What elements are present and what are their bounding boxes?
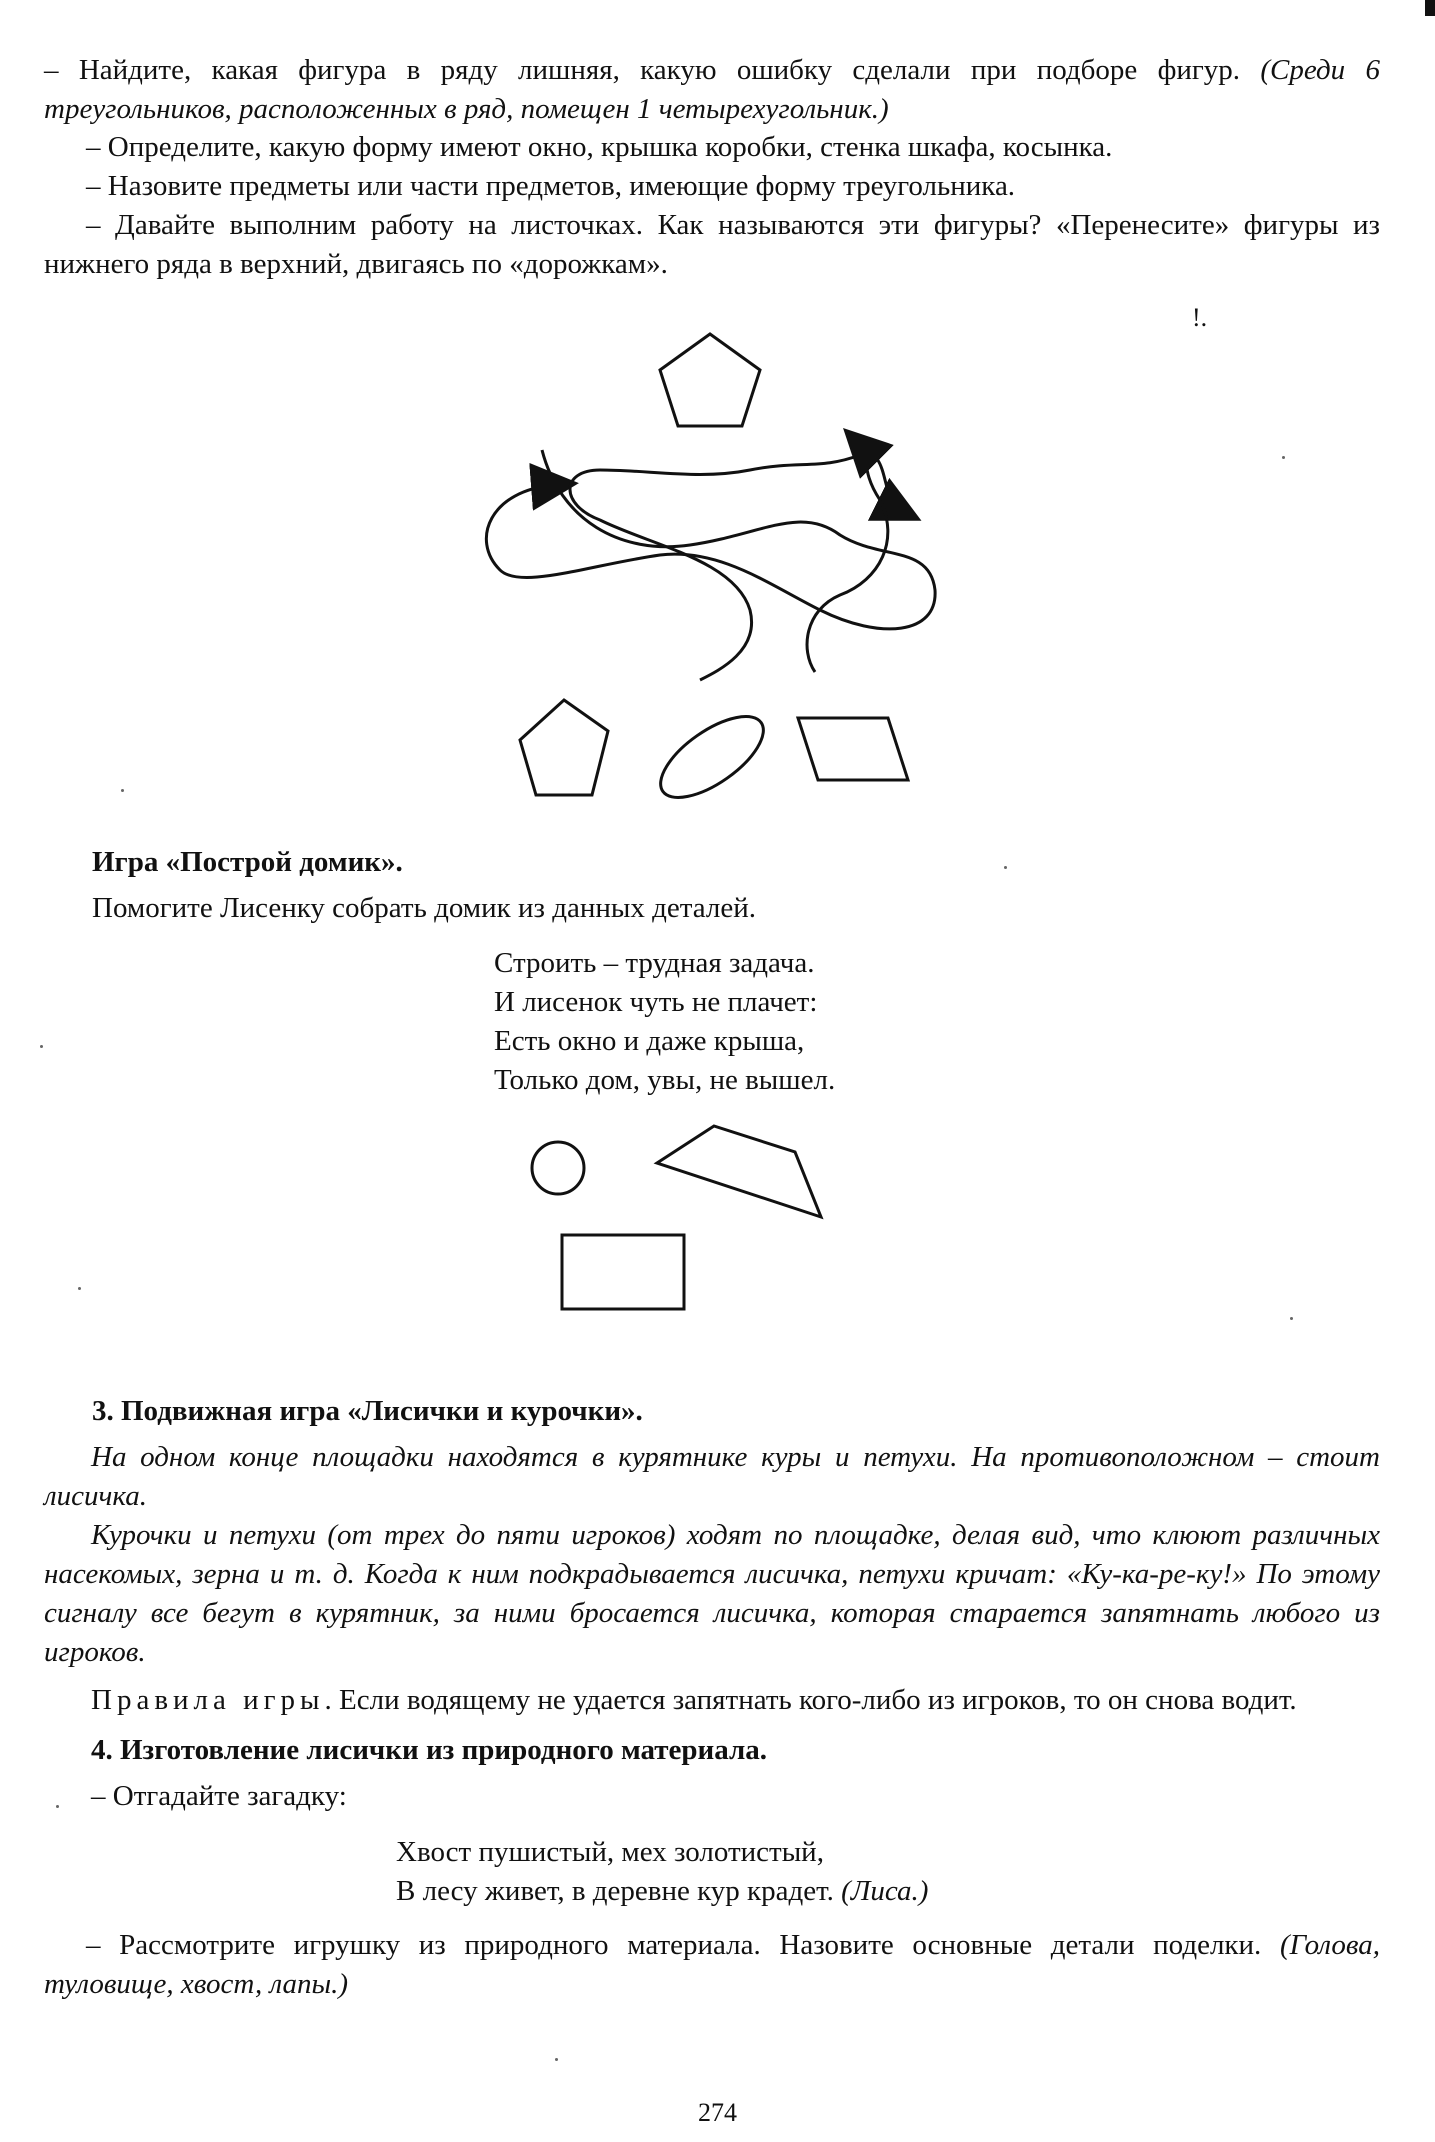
scan-speck	[56, 1805, 59, 1808]
toy-question	[44, 1926, 1380, 2004]
section3-para1: На одном конце площадки находятся в курятнике куры и петухи. На противоположном – стоит лисичка.	[44, 1441, 1380, 1512]
page-number: 274	[698, 2098, 737, 2127]
answer-note: (Среди 6 треугольников, расположенных в ряд, помещен 1 четырехугольник.)	[44, 54, 1380, 125]
scan-speck	[78, 1287, 81, 1290]
riddle-prompt: – Отгадайте загадку:	[91, 1780, 347, 1812]
section3-title: 3. Подвижная игра «Лисички и курочки».	[92, 1395, 643, 1427]
stray-mark: !.	[1192, 303, 1208, 332]
rectangle-part	[562, 1235, 684, 1309]
toy-answer-note: (Голова, туловище, хвост, лапы.)	[44, 1929, 1381, 2000]
riddle-line-text: В лесу живет, в деревне кур крадет.	[396, 1875, 834, 1907]
pentagon-target-shape	[660, 334, 760, 426]
house-parts-figure	[520, 1115, 840, 1325]
poem-line: Строить – трудная задача.	[494, 947, 815, 979]
scan-speck	[40, 1045, 43, 1048]
question-shapes-of-objects: – Определите, какую форму имеют окно, крышка коробки, стенка шкафа, косынка.	[86, 131, 1113, 163]
scan-speck	[1290, 1317, 1293, 1320]
section3-rules	[91, 1681, 1381, 1720]
poem-line: Есть окно и даже крыша,	[494, 1025, 805, 1057]
game-house-instruction: Помогите Лисенку собрать домик из данных деталей.	[92, 892, 757, 924]
game-house-title: Игра «Построй домик».	[92, 846, 403, 878]
question-extra-figure	[44, 51, 1380, 129]
rules-label: Правила игры	[91, 1684, 325, 1716]
scan-speck	[1282, 456, 1285, 459]
toy-question-text: – Рассмотрите игрушку из природного материала. Назовите основные детали поделки.	[86, 1929, 1262, 1961]
riddle-line	[396, 1872, 928, 1911]
pentagon-shape	[520, 700, 608, 795]
oval-shape	[648, 701, 776, 812]
riddle-line: Хвост пушистый, мех золотистый,	[396, 1836, 824, 1868]
parallelogram-shape	[798, 718, 908, 780]
scan-speck	[121, 789, 124, 792]
poem-line: Только дом, увы, не вышел.	[494, 1064, 836, 1096]
rules-text: . Если водящему не удается запятнать кого-либо из игроков, то он снова водит.	[324, 1684, 1297, 1716]
scan-speck	[555, 2058, 558, 2061]
section3-para2: Курочки и петухи (от трех до пяти игроков) ходят по площадке, делая вид, что клюют различных насекомых, зерна и т. д. Когда к ним подкрадывается лисичка, петухи кричат: «Ку-ка-ре-ку!» По этому сигналу все бегут в курятник, за ними бросается лисичка, которая старается запятнать любого из игроков.	[44, 1519, 1380, 1668]
roof-part	[657, 1126, 821, 1217]
question-text: – Найдите, какая фигура в ряду лишняя, какую ошибку сделали при подборе фигур.	[44, 54, 1241, 86]
task-worksheet: – Давайте выполним работу на листочках. Как называются эти фигуры? «Перенесите» фигуры из нижнего ряда в верхний, двигаясь по «дорожкам».	[44, 209, 1380, 280]
path-line-right	[807, 445, 888, 672]
scan-speck	[1004, 866, 1007, 869]
riddle-answer: (Лиса.)	[841, 1875, 929, 1907]
question-triangle-objects: – Назовите предметы или части предметов, имеющие форму треугольника.	[86, 170, 1016, 202]
poem-line: И лисенок чуть не плачет:	[494, 986, 818, 1018]
circle-part	[532, 1142, 584, 1194]
shape-paths-figure	[470, 320, 940, 820]
scan-corner-mark	[1425, 0, 1435, 16]
section4-title: 4. Изготовление лисички из природного материала.	[91, 1734, 768, 1766]
